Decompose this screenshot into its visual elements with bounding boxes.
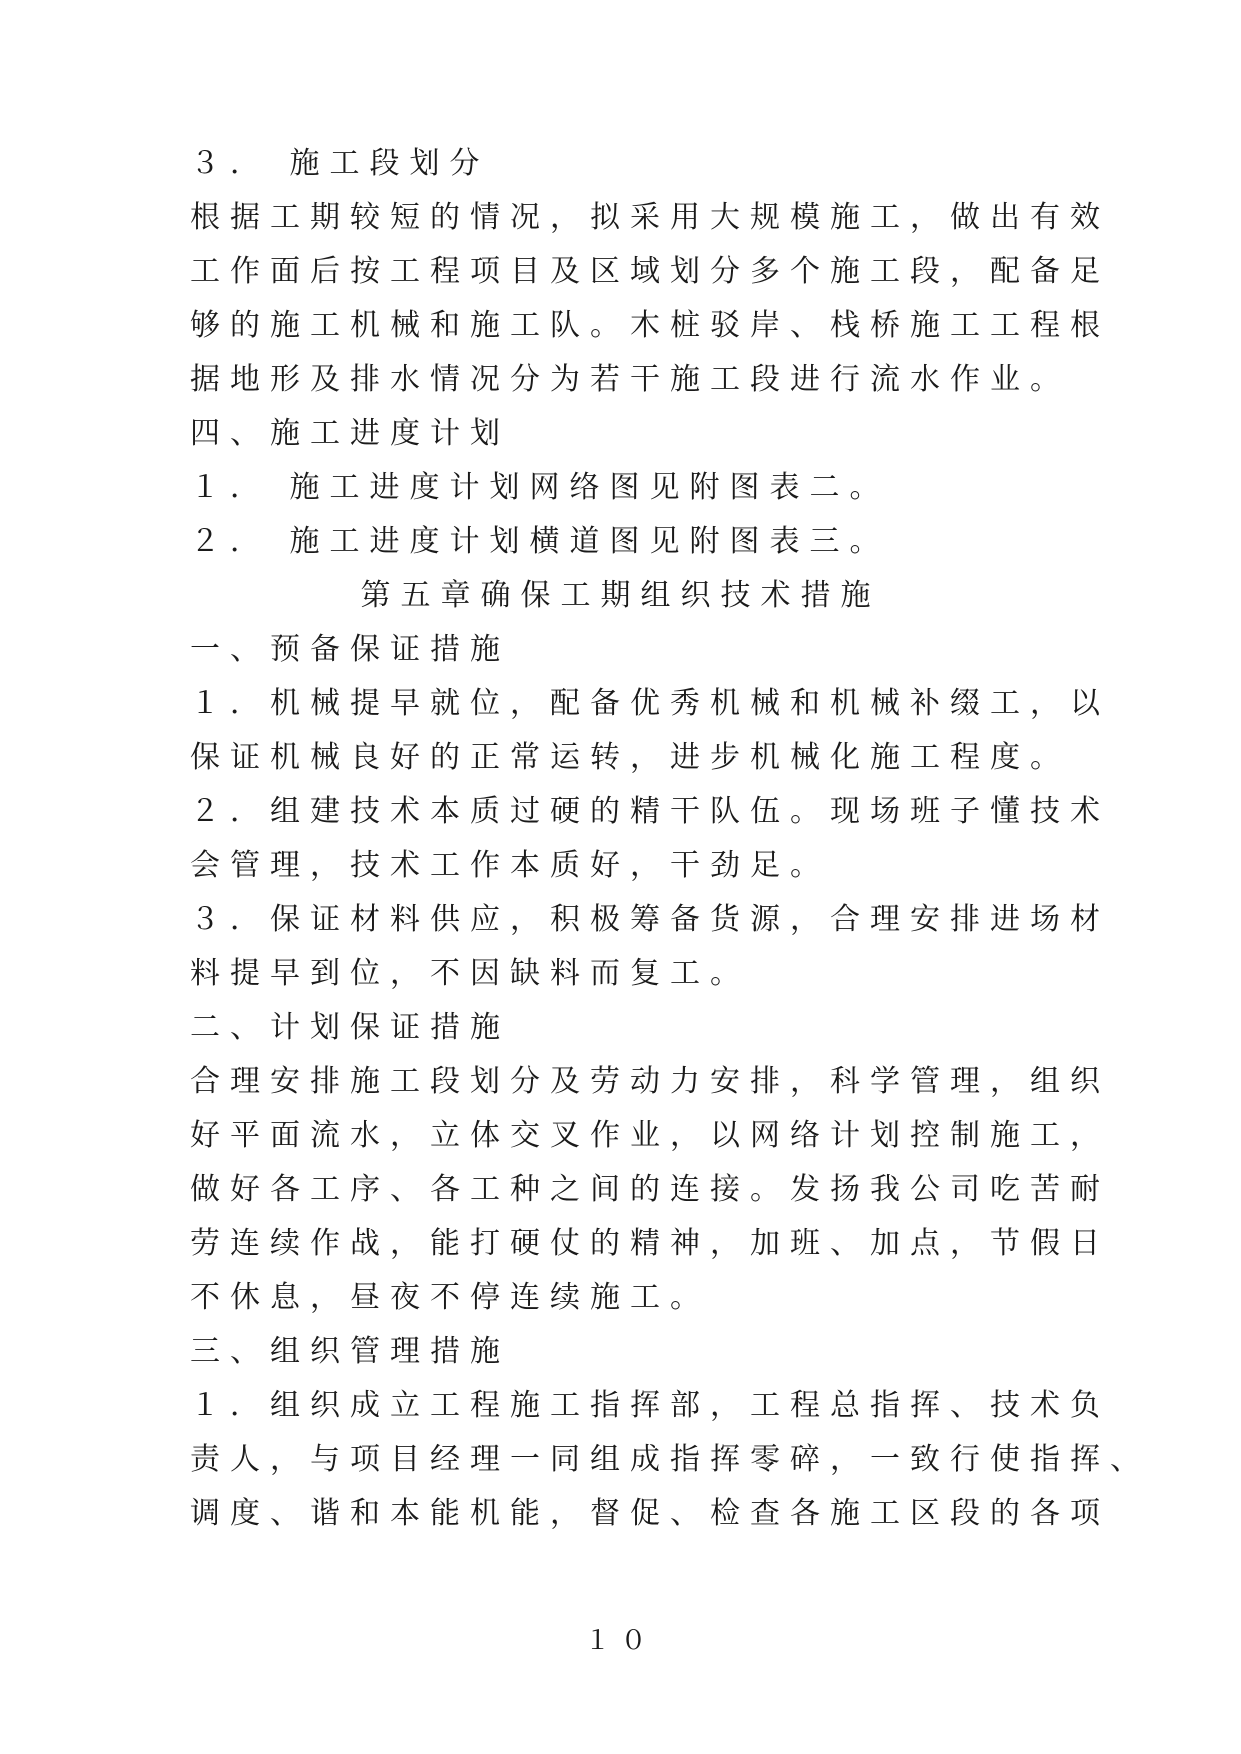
paragraph-line: 调度、谐和本能机能，督促、检查各施工区段的各项: [190, 1496, 1110, 1531]
list-item: ２．组建技术本质过硬的精干队伍。现场班子懂技术: [190, 794, 1110, 829]
paragraph-line: 据地形及排水情况分为若干施工段进行流水作业。: [190, 362, 1070, 397]
list-item: １． 施工进度计划网络图见附图表二。: [190, 470, 890, 505]
paragraph-line: 保证机械良好的正常运转，进步机械化施工程度。: [190, 740, 1070, 775]
page-number: １０: [584, 1626, 657, 1656]
section-heading: 二、计划保证措施: [190, 1010, 510, 1045]
section-heading: 四、施工进度计划: [190, 416, 510, 451]
subsection-heading: ３． 施工段划分: [190, 146, 490, 181]
list-item: ３．保证材料供应，积极筹备货源，合理安排进场材: [190, 902, 1110, 937]
list-item: ２． 施工进度计划横道图见附图表三。: [190, 524, 890, 559]
paragraph-line: 根据工期较短的情况，拟采用大规模施工，做出有效: [190, 200, 1110, 235]
paragraph-line: 责人，与项目经理一同组成指挥零碎，一致行使指挥、: [190, 1442, 1150, 1477]
paragraph-line: 会管理，技术工作本质好，干劲足。: [190, 848, 830, 883]
list-item: １．组织成立工程施工指挥部，工程总指挥、技术负: [190, 1388, 1110, 1423]
paragraph-line: 工作面后按工程项目及区域划分多个施工段，配备足: [190, 254, 1110, 289]
list-item: １．机械提早就位，配备优秀机械和机械补缀工，以: [190, 686, 1110, 721]
paragraph-line: 好平面流水，立体交叉作业，以网络计划控制施工，: [190, 1118, 1110, 1153]
paragraph-line: 够的施工机械和施工队。木桩驳岸、栈桥施工工程根: [190, 308, 1110, 343]
paragraph-line: 做好各工序、各工种之间的连接。发扬我公司吃苦耐: [190, 1172, 1110, 1207]
section-heading: 一、预备保证措施: [190, 632, 510, 667]
chapter-title: 第五章确保工期组织技术措施: [360, 578, 881, 613]
paragraph-line: 合理安排施工段划分及劳动力安排，科学管理，组织: [190, 1064, 1110, 1099]
section-heading: 三、组织管理措施: [190, 1334, 510, 1369]
paragraph-line: 劳连续作战，能打硬仗的精神，加班、加点，节假日: [190, 1226, 1110, 1261]
paragraph-line: 不休息，昼夜不停连续施工。: [190, 1280, 710, 1315]
paragraph-line: 料提早到位，不因缺料而复工。: [190, 956, 750, 991]
